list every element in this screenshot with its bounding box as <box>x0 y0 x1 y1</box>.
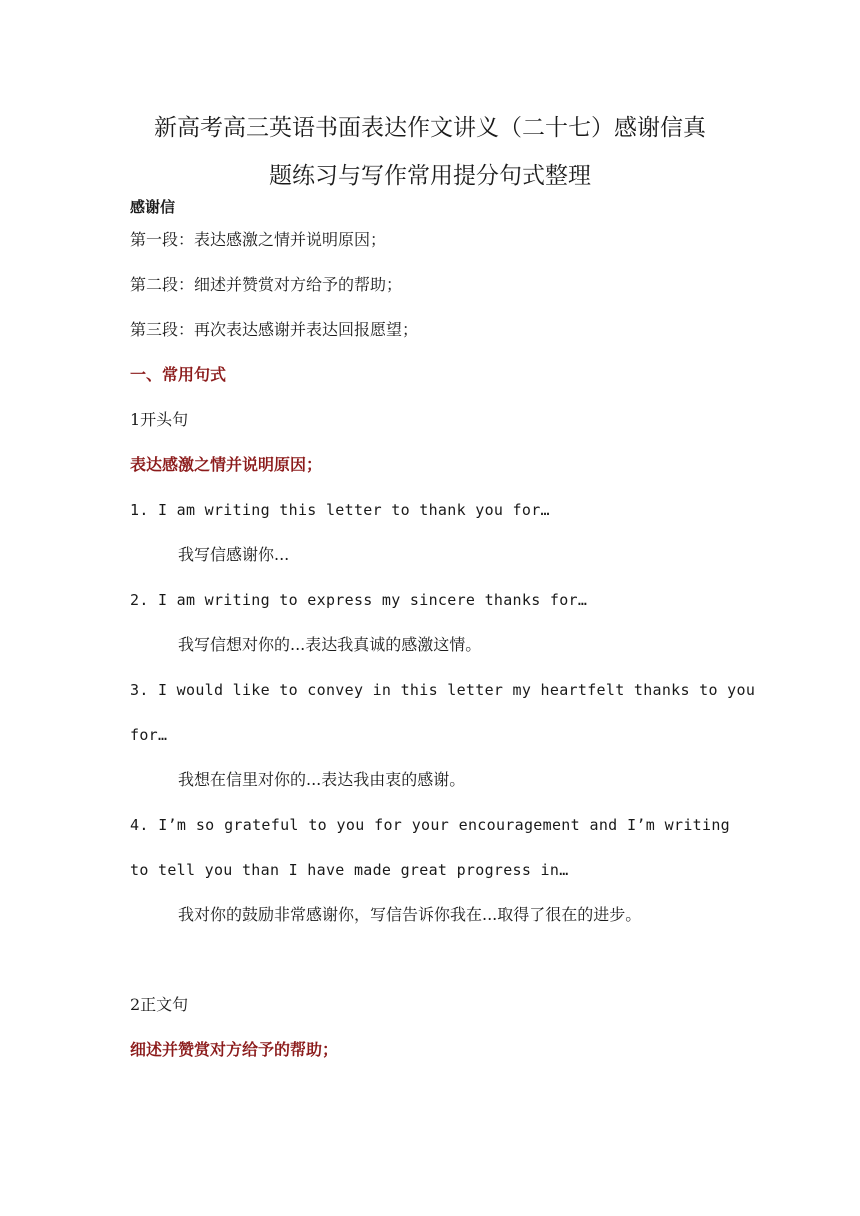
outline-item-2: 第二段：细述并赞赏对方给予的帮助； <box>130 275 403 294</box>
sentence-1-en: 1. I am writing this letter to thank you for… <box>130 501 550 519</box>
sentence-4-en-line-1: 4. I’m so grateful to you for your encouragement and I’m writing <box>130 816 730 834</box>
sentence-2-zh: 我写信想对你的...表达我真诚的感激这情。 <box>178 635 482 654</box>
sentence-1-zh: 我写信感谢你... <box>178 545 290 564</box>
sentence-3-zh: 我想在信里对你的...表达我由衷的感谢。 <box>178 770 466 789</box>
outline-item-3: 第三段：再次表达感谢并表达回报愿望； <box>130 320 419 339</box>
outline-item-1: 第一段：表达感激之情并说明原因； <box>130 230 387 249</box>
sentence-4-en-line-2: to tell you than I have made great progress in… <box>130 861 569 879</box>
title-line-1: 新高考高三英语书面表达作文讲义（二十七）感谢信真 <box>154 115 706 141</box>
heading-common-sentences: 一、常用句式 <box>130 365 227 384</box>
part1-label: 1开头句 <box>130 410 189 429</box>
section-label: 感谢信 <box>130 198 176 216</box>
part1-heading: 表达感激之情并说明原因； <box>130 455 323 474</box>
part2-label: 2正文句 <box>130 995 189 1014</box>
title-line-2: 题练习与写作常用提分句式整理 <box>269 163 591 189</box>
part2-heading: 细述并赞赏对方给予的帮助； <box>130 1040 339 1059</box>
document-title <box>130 104 730 200</box>
sentence-3-en-line-1: 3. I would like to convey in this letter my heartfelt thanks to you <box>130 681 756 699</box>
sentence-3-en-line-2: for… <box>130 726 168 744</box>
sentence-2-en: 2. I am writing to express my sincere thanks for… <box>130 591 588 609</box>
sentence-4-zh: 我对你的鼓励非常感谢你，写信告诉你我在...取得了很在的进步。 <box>178 905 642 924</box>
